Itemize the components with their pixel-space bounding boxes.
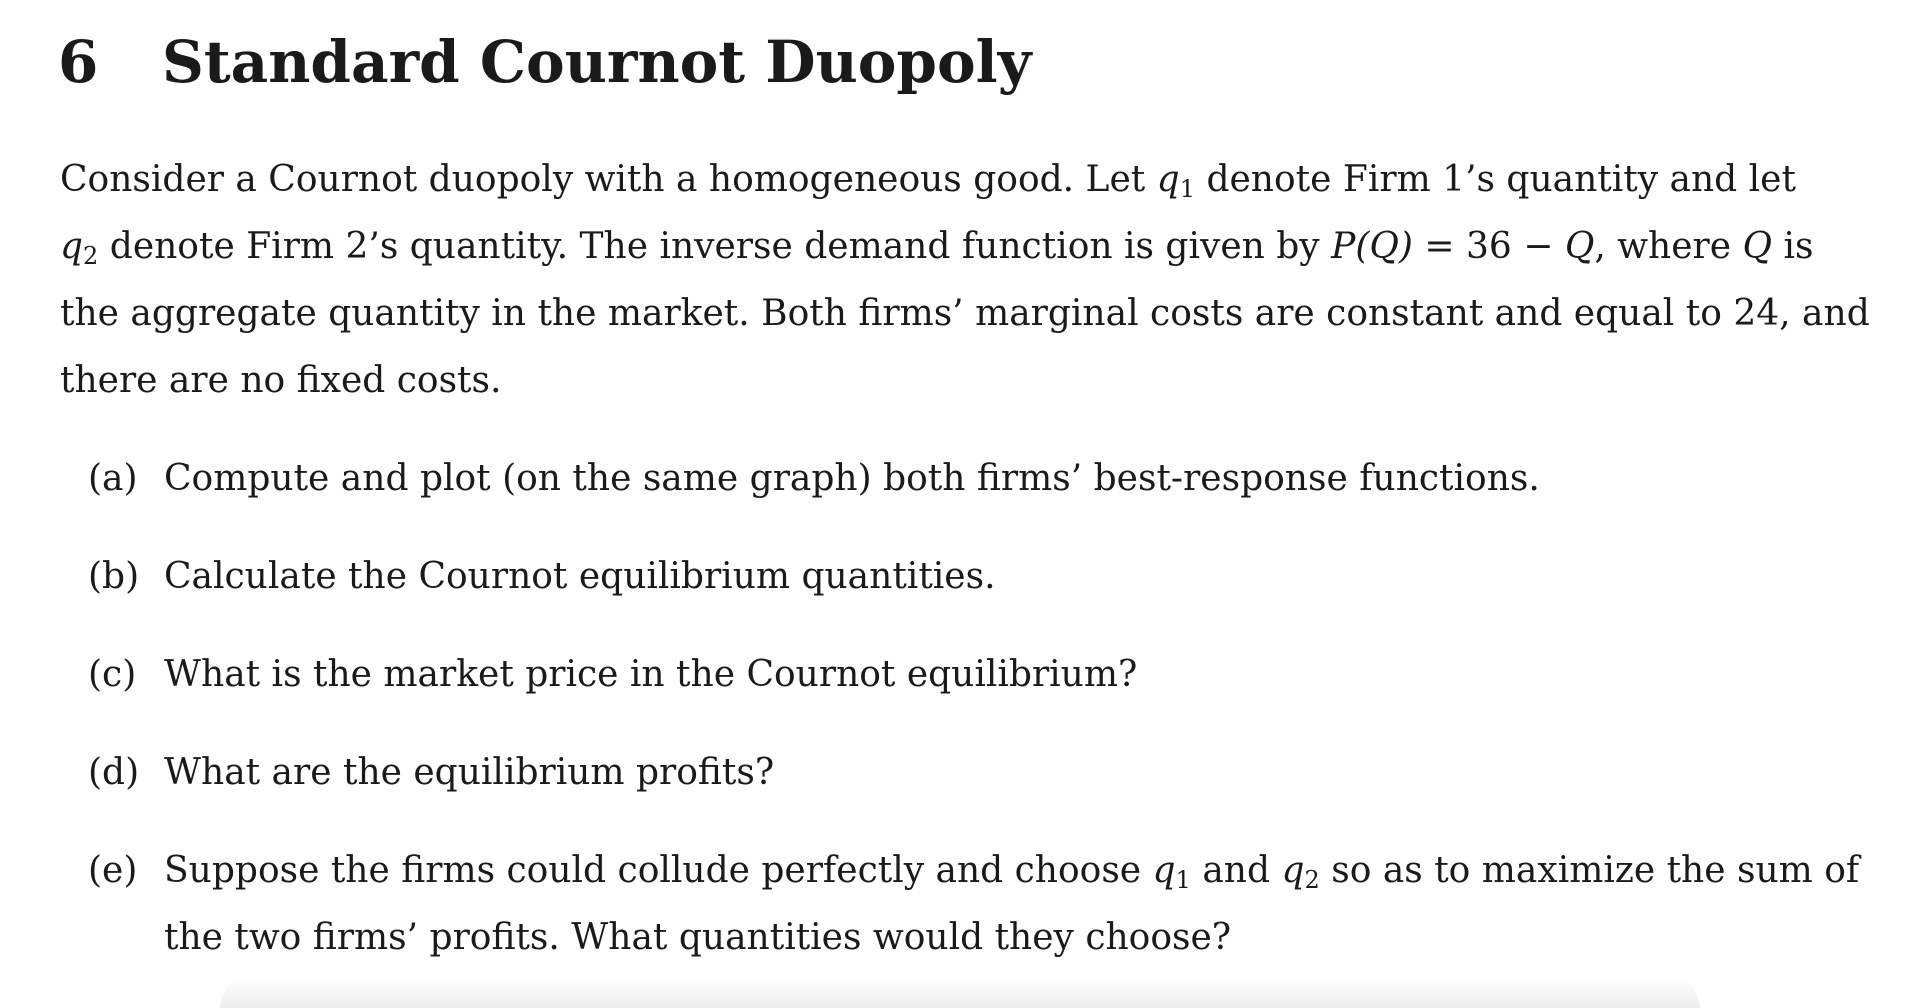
question-text [164,739,1740,806]
math-var-q: q [1156,159,1180,200]
question-text-segment: so as to maximize the sum of [1319,850,1860,891]
question-text-line: Calculate the Cournot equilibrium quantities. [164,556,996,597]
question-label: (e) [88,850,138,891]
math-subscript: 1 [1179,175,1195,203]
statement-line-3: the aggregate quantity in the market. Both firms’ marginal costs are constant and equal to 24, and [60,293,1870,334]
math-subscript: 2 [83,242,99,270]
question-text-line [164,837,1860,904]
math-subscript: 2 [1304,866,1320,894]
question-text [164,837,1860,971]
math-var-q: q [60,226,84,267]
question-text-segment: Suppose the firms could collude perfectly and choose [164,850,1153,891]
math-var-q: q [1281,850,1305,891]
page-edge-shadow [220,975,1700,1008]
question-text [164,543,1740,610]
question-text-line: What are the equilibrium profits? [164,752,775,793]
statement-line-4: there are no fixed costs. [60,360,502,401]
section-number: 6 [58,28,99,96]
question-label: (d) [88,752,140,793]
statement-text: denote Firm 1’s quantity and let [1195,159,1796,200]
question-text-line: the two firms’ profits. What quantities would they choose? [164,917,1232,958]
math-equation: = 36 − [1412,226,1565,267]
statement-text: is [1772,226,1814,267]
question-text [164,445,1740,512]
math-Q: Q [1564,226,1595,267]
question-text-line: Compute and plot (on the same graph) both firms’ best-response functions. [164,458,1540,499]
section-title: Standard Cournot Duopoly [162,28,1032,96]
math-q2 [1281,850,1320,894]
statement-text: denote Firm 2’s quantity. The inverse demand function is given by [98,226,1332,267]
math-Q: Q [1742,226,1773,267]
question-text-segment: and [1190,850,1282,891]
question-text-line: What is the market price in the Cournot equilibrium? [164,654,1138,695]
math-var-q: q [1152,850,1176,891]
question-text [164,641,1740,708]
statement-text: Consider a Cournot duopoly with a homogeneous good. Let [60,159,1157,200]
question-label: (a) [88,458,138,499]
statement-text: , where [1594,226,1743,267]
question-label: (b) [88,556,140,597]
math-pq: P(Q) [1331,226,1413,267]
question-label: (c) [88,654,137,695]
math-subscript: 1 [1175,866,1191,894]
math-q1 [1152,850,1191,894]
